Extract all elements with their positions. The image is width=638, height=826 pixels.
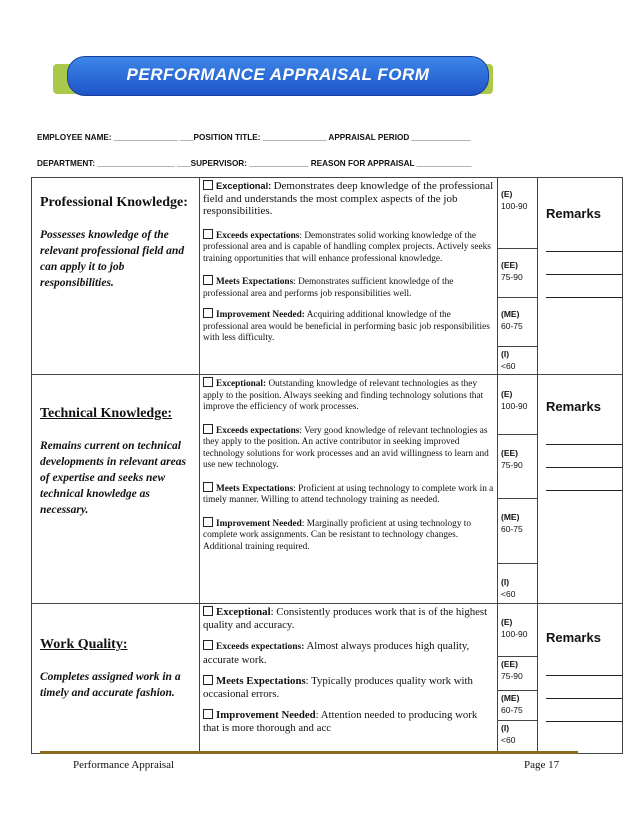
level-checkbox[interactable] <box>203 275 213 285</box>
remarks-line[interactable] <box>546 449 622 468</box>
remarks-line[interactable] <box>546 426 622 445</box>
level-descriptions <box>200 375 498 604</box>
score-i: (I) <60 <box>501 577 516 599</box>
level-exceeds: Exceeds expectations: Almost always produces high quality, accurate work. <box>203 640 470 666</box>
remarks-title: Remarks <box>546 399 601 414</box>
category-cell <box>32 178 200 375</box>
remarks-cell <box>538 375 623 604</box>
score-column <box>498 375 538 604</box>
remarks-title: Remarks <box>546 206 601 221</box>
remarks-cell <box>538 178 623 375</box>
remarks-line[interactable] <box>546 703 622 722</box>
category-title: Professional Knowledge: <box>40 195 188 210</box>
category-cell <box>32 604 200 754</box>
category-description: Possesses knowledge of the relevant professional field and can apply it to job responsibilities. <box>40 229 185 289</box>
category-row <box>32 604 623 754</box>
level-checkbox[interactable] <box>203 709 213 719</box>
level-improvement: Improvement Needed: Attention needed to producing work that is more thorough and acc <box>203 709 478 734</box>
score-e: (E) 100-90 <box>498 375 537 435</box>
category-cell <box>32 375 200 604</box>
appraisal-table <box>31 177 623 754</box>
remarks-line[interactable] <box>546 233 622 252</box>
category-title: Technical Knowledge: <box>40 406 173 421</box>
page-number: Page 17 <box>524 759 560 771</box>
category-row <box>32 178 623 375</box>
score-me: (ME) 60-75 <box>498 691 537 721</box>
remarks-cell <box>538 604 623 754</box>
score-i: (I) <60 <box>501 349 516 371</box>
level-meets: Meets Expectations: Demonstrates sufficient knowledge of the professional area and performs job responsibilities well. <box>203 277 454 299</box>
level-meets: Meets Expectations: Typically produces quality work with occasional errors. <box>203 675 473 700</box>
level-descriptions <box>200 178 498 375</box>
level-exceeds: Exceeds expectations: Very good knowledge of relevant technologies as they apply to the position. An active contributor in seeking improved technology solutions for work processes and an avid willingness to learn and use new technology. <box>203 425 489 470</box>
level-checkbox[interactable] <box>203 377 213 387</box>
level-meets: Meets Expectations: Proficient at using technology to complete work in a timely manner. Willing to attend technology training as needed. <box>203 483 494 505</box>
form-title-banner <box>53 54 493 100</box>
level-checkbox[interactable] <box>203 517 213 527</box>
level-checkbox[interactable] <box>203 308 213 318</box>
score-e: (E) 100-90 <box>498 178 537 249</box>
level-exceeds: Exceeds expectations: Demonstrates solid working knowledge of the professional area and is capable of handling complex projects. Actively seeks training opportunities that will enhance professional knowledge. <box>203 230 491 264</box>
score-me: (ME) 60-75 <box>498 298 537 347</box>
header-line-employee[interactable]: EMPLOYEE NAME: ______________ ___POSITION TITLE: ______________ APPRAISAL PERIOD _____________ <box>37 133 471 142</box>
footer-title: Performance Appraisal <box>73 759 175 771</box>
level-checkbox[interactable] <box>203 675 213 685</box>
category-title: Work Quality: <box>40 637 128 652</box>
footer-rule <box>40 751 578 754</box>
level-exceptional: Exceptional: Consistently produces work that is of the highest quality and accuracy. <box>203 606 488 631</box>
form-title: PERFORMANCE APPRAISAL FORM <box>126 65 430 84</box>
category-description: Completes assigned work in a timely and accurate fashion. <box>40 671 181 699</box>
remarks-line[interactable] <box>546 279 622 298</box>
score-ee: (EE) 75-90 <box>498 249 537 298</box>
level-improvement: Improvement Needed: Marginally proficient at using technology to complete work assignments. Can be resistant to technology changes. Additional training required. <box>203 518 472 552</box>
level-checkbox[interactable] <box>203 606 213 616</box>
category-description: Remains current on technical developments in relevant areas of expertise and seeks new technical knowledge as necessary. <box>40 440 186 516</box>
level-checkbox[interactable] <box>203 424 213 434</box>
score-e: (E) 100-90 <box>498 604 537 657</box>
remarks-line[interactable] <box>546 657 622 676</box>
score-ee: (EE) 75-90 <box>498 657 537 691</box>
score-column <box>498 178 538 375</box>
remarks-line[interactable] <box>546 472 622 491</box>
banner-pill <box>67 56 489 96</box>
level-exceptional: Exceptional: Outstanding knowledge of relevant technologies as they apply to the position. Always seeking and finding technology solutions that improve the efficiency of work processes. <box>203 379 484 412</box>
category-row <box>32 375 623 604</box>
remarks-line[interactable] <box>546 680 622 699</box>
score-i: (I) <60 <box>501 723 516 745</box>
level-descriptions <box>200 604 498 754</box>
level-checkbox[interactable] <box>203 180 213 190</box>
header-line-department[interactable]: DEPARTMENT: _________________ ___SUPERVISOR: _____________ REASON FOR APPRAISAL ____________ <box>37 159 472 168</box>
level-improvement: Improvement Needed: Acquiring additional knowledge of the professional area would be beneficial in performing basic job responsibilities with less difficulty. <box>203 310 490 343</box>
score-me: (ME) 60-75 <box>498 499 537 564</box>
remarks-line[interactable] <box>546 256 622 275</box>
level-checkbox[interactable] <box>203 482 213 492</box>
remarks-title: Remarks <box>546 630 601 645</box>
level-checkbox[interactable] <box>203 229 213 239</box>
score-column <box>498 604 538 754</box>
level-checkbox[interactable] <box>203 640 213 650</box>
score-ee: (EE) 75-90 <box>498 435 537 499</box>
level-exceptional: Exceptional: Demonstrates deep knowledge of the professional field and understands the most complex aspects of the job responsibilities. <box>203 180 494 217</box>
